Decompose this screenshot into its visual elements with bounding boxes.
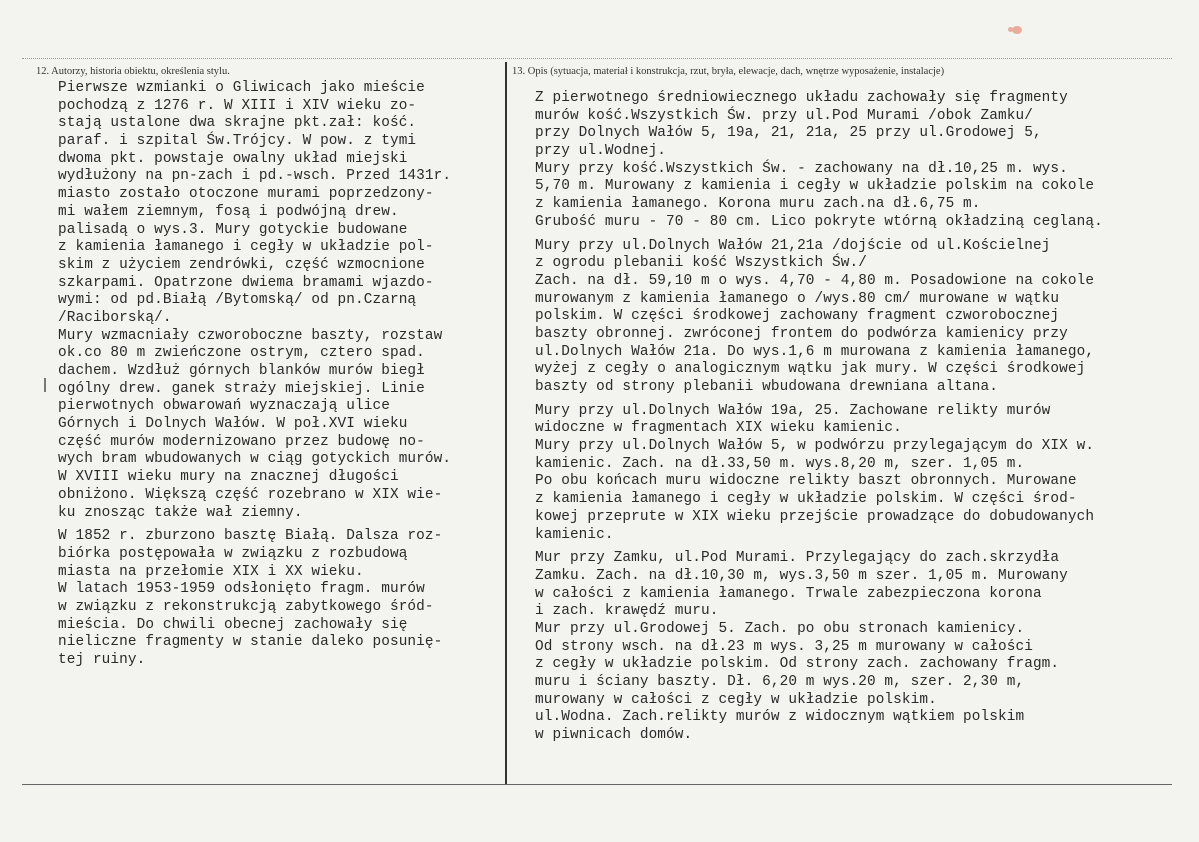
text-line: w piwnicach domów. <box>535 727 693 744</box>
text-line: przy Dolnych Wałów 5, 19a, 21, 21a, 25 przy ul.Grodowej 5, <box>535 125 1042 142</box>
text-line: mi wałem ziemnym, fosą i podwójną drew. <box>58 203 399 220</box>
text-line: mieścia. Do chwili obecnej zachowały się <box>58 616 408 633</box>
text-line: 5,70 m. Murowany z kamienia i cegły w układzie polskim na cokole <box>535 178 1095 195</box>
text-line: w związku z rekonstrukcją zabytkowego śród- <box>58 598 434 615</box>
text-line: z kamienia łamanego. Korona muru zach.na dł.6,75 m. <box>535 196 981 213</box>
text-line: murowanym z kamienia łamanego o /wys.80 cm/ murowane w wątku <box>535 290 1060 307</box>
text-line: dwoma pkt. powstaje owalny układ miejski <box>58 150 408 167</box>
text-line: stają ustalone dwa skrajne pkt.zał: kość. <box>58 115 417 132</box>
top-rule <box>22 58 1172 59</box>
text-line: muru i ściany baszty. Dł. 6,20 m wys.20 m, szer. 2,30 m, <box>535 674 1025 690</box>
text-line: Zamku. Zach. na dł.10,30 m, wys.3,50 m szer. 1,05 m. Murowany <box>535 567 1068 584</box>
text-line: ul.Dolnych Wałów 21a. Do wys.1,6 m murowana z kamienia łamanego, <box>535 343 1095 360</box>
text-line: miasto zostało otoczone murami poprzedzony- <box>58 186 434 203</box>
text-line: pierwotnych obwarowań wyznaczają ulice <box>58 398 390 415</box>
text-line: z ogrodu plebanii kość Wszystkich Św./ <box>535 255 867 272</box>
text-line: Mur przy Zamku, ul.Pod Murami. Przylegający do zach.skrzydła <box>535 550 1060 567</box>
text-line: z cegły w układzie polskim. Od strony zach. zachowany fragm. <box>535 656 1060 673</box>
text-line: murowany w całości z cegły w układzie polskim. <box>535 691 937 708</box>
margin-mark <box>44 378 46 392</box>
section-12-header: 12. Autorzy, historia obiektu, określenia stylu. <box>36 66 230 77</box>
text-line: przy ul.Wodnej. <box>535 143 667 160</box>
text-line: Po obu końcach muru widoczne relikty baszt obronnych. Murowane <box>535 473 1077 490</box>
history-column <box>58 80 503 670</box>
bottom-rule <box>22 784 1172 785</box>
text-line: baszty od strony plebanii wbudowana drewniana altana. <box>535 379 998 395</box>
text-line: W 1852 r. zburzono basztę Białą. Dalsza roz- <box>58 528 443 545</box>
text-line: Mury przy ul.Dolnych Wałów 19a, 25. Zachowane relikty murów <box>535 402 1051 419</box>
text-line: palisadą o wys.3. Mury gotyckie budowane <box>58 221 408 238</box>
text-line: ul.Wodna. Zach.relikty murów z widocznym wątkiem polskim <box>535 709 1025 726</box>
stamp-mark <box>1012 26 1022 34</box>
column-divider <box>505 62 507 784</box>
text-line: część murów modernizowano przez budowę no- <box>58 433 425 450</box>
text-line: skim z użyciem zendrówki, część wzmocnione <box>58 256 425 273</box>
text-line: wydłużony na pn-zach i pd.-wsch. Przed 1431r. <box>58 168 452 185</box>
text-line: i zach. krawędź muru. <box>535 603 719 620</box>
text-line: Mury wzmacniały czworoboczne baszty, rozstaw <box>58 327 443 344</box>
text-line: w całości z kamienia łamanego. Trwale zabezpieczona korona <box>535 585 1042 602</box>
text-line: ku znosząc także wał ziemny. <box>58 504 303 521</box>
text-line: ogólny drew. ganek straży miejskiej. Linie <box>58 380 425 397</box>
text-line: Pierwsze wzmianki o Gliwicach jako mieście <box>58 80 425 96</box>
text-line: Zach. na dł. 59,10 m o wys. 4,70 - 4,80 m. Posadowione na cokole <box>535 272 1095 289</box>
text-line: W latach 1953-1959 odsłonięto fragm. murów <box>58 581 425 598</box>
text-line: W XVIII wieku mury na znacznej długości <box>58 469 399 486</box>
text-line: Od strony wsch. na dł.23 m wys. 3,25 m murowany w całości <box>535 638 1033 655</box>
text-line: wyżej z cegły o analogicznym wątku jak mury. W części środkowej <box>535 361 1086 378</box>
text-line: polskim. W części środkowej zachowany fragment czworobocznej <box>535 308 1060 325</box>
text-line: z kamienia łamanego i cegły w układzie polskim. W części środ- <box>535 491 1077 508</box>
text-line: tej ruiny. <box>58 652 146 668</box>
text-line: Grubość muru - 70 - 80 cm. Lico pokryte wtórną okładziną ceglaną. <box>535 213 1103 230</box>
text-line: paraf. i szpital Św.Trójcy. W pow. z tymi <box>58 133 417 150</box>
text-line: pochodzą z 1276 r. W XIII i XIV wieku zo- <box>58 97 417 114</box>
text-line: baszty obronnej. zwróconej frontem do podwórza kamienicy przy <box>535 325 1068 342</box>
text-line: Mury przy ul.Dolnych Wałów 21,21a /dojście od ul.Kościelnej <box>535 237 1051 254</box>
text-line: Mur przy ul.Grodowej 5. Zach. po obu stronach kamienicy. <box>535 620 1025 637</box>
text-line: z kamienia łamanego i cegły w układzie pol- <box>58 239 434 256</box>
text-line: szkarpami. Opatrzone dwiema bramami wjazdo- <box>58 274 434 291</box>
text-line: Mury przy kość.Wszystkich Św. - zachowany na dł.10,25 m. wys. <box>535 160 1068 177</box>
text-line: obniżono. Większą część rozebrano w XIX wie- <box>58 486 443 503</box>
text-line: miasta na przełomie XIX i XX wieku. <box>58 563 364 580</box>
description-column <box>535 90 1165 745</box>
text-line: kamienic. <box>535 526 614 543</box>
text-line: kamienic. Zach. na dł.33,50 m. wys.8,20 m, szer. 1,05 m. <box>535 455 1025 472</box>
text-line: widoczne w fragmentach XIX wieku kamienic. <box>535 420 902 437</box>
text-line: ok.co 80 m zwieńczone ostrym, cztero spad. <box>58 345 425 362</box>
text-line: wych bram wbudowanych w ciąg gotyckich murów. <box>58 451 452 468</box>
text-line: biórka postępowała w związku z rozbudową <box>58 545 408 562</box>
text-line: nieliczne fragmenty w stanie daleko posunię- <box>58 634 443 651</box>
text-line: Górnych i Dolnych Wałów. W poł.XVI wieku <box>58 416 408 433</box>
text-line: wymi: od pd.Białą /Bytomską/ od pn.Czarną <box>58 292 417 309</box>
text-line: /Raciborską/. <box>58 309 172 326</box>
text-line: kowej przeprute w XIX wieku przejście prowadzące do dobudowanych <box>535 508 1095 525</box>
text-line: dachem. Wzdłuż górnych blanków murów biegł <box>58 363 425 379</box>
text-line: Mury przy ul.Dolnych Wałów 5, w podwórzu przylegającym do XIX w. <box>535 438 1095 455</box>
section-13-header: 13. Opis (sytuacja, materiał i konstrukcja, rzut, bryła, elewacje, dach, wnętrze wyposażenie, instalacje) <box>512 66 945 77</box>
text-line: Z pierwotnego średniowiecznego układu zachowały się fragmenty <box>535 90 1068 106</box>
text-line: murów kość.Wszystkich Św. przy ul.Pod Murami /obok Zamku/ <box>535 107 1033 124</box>
